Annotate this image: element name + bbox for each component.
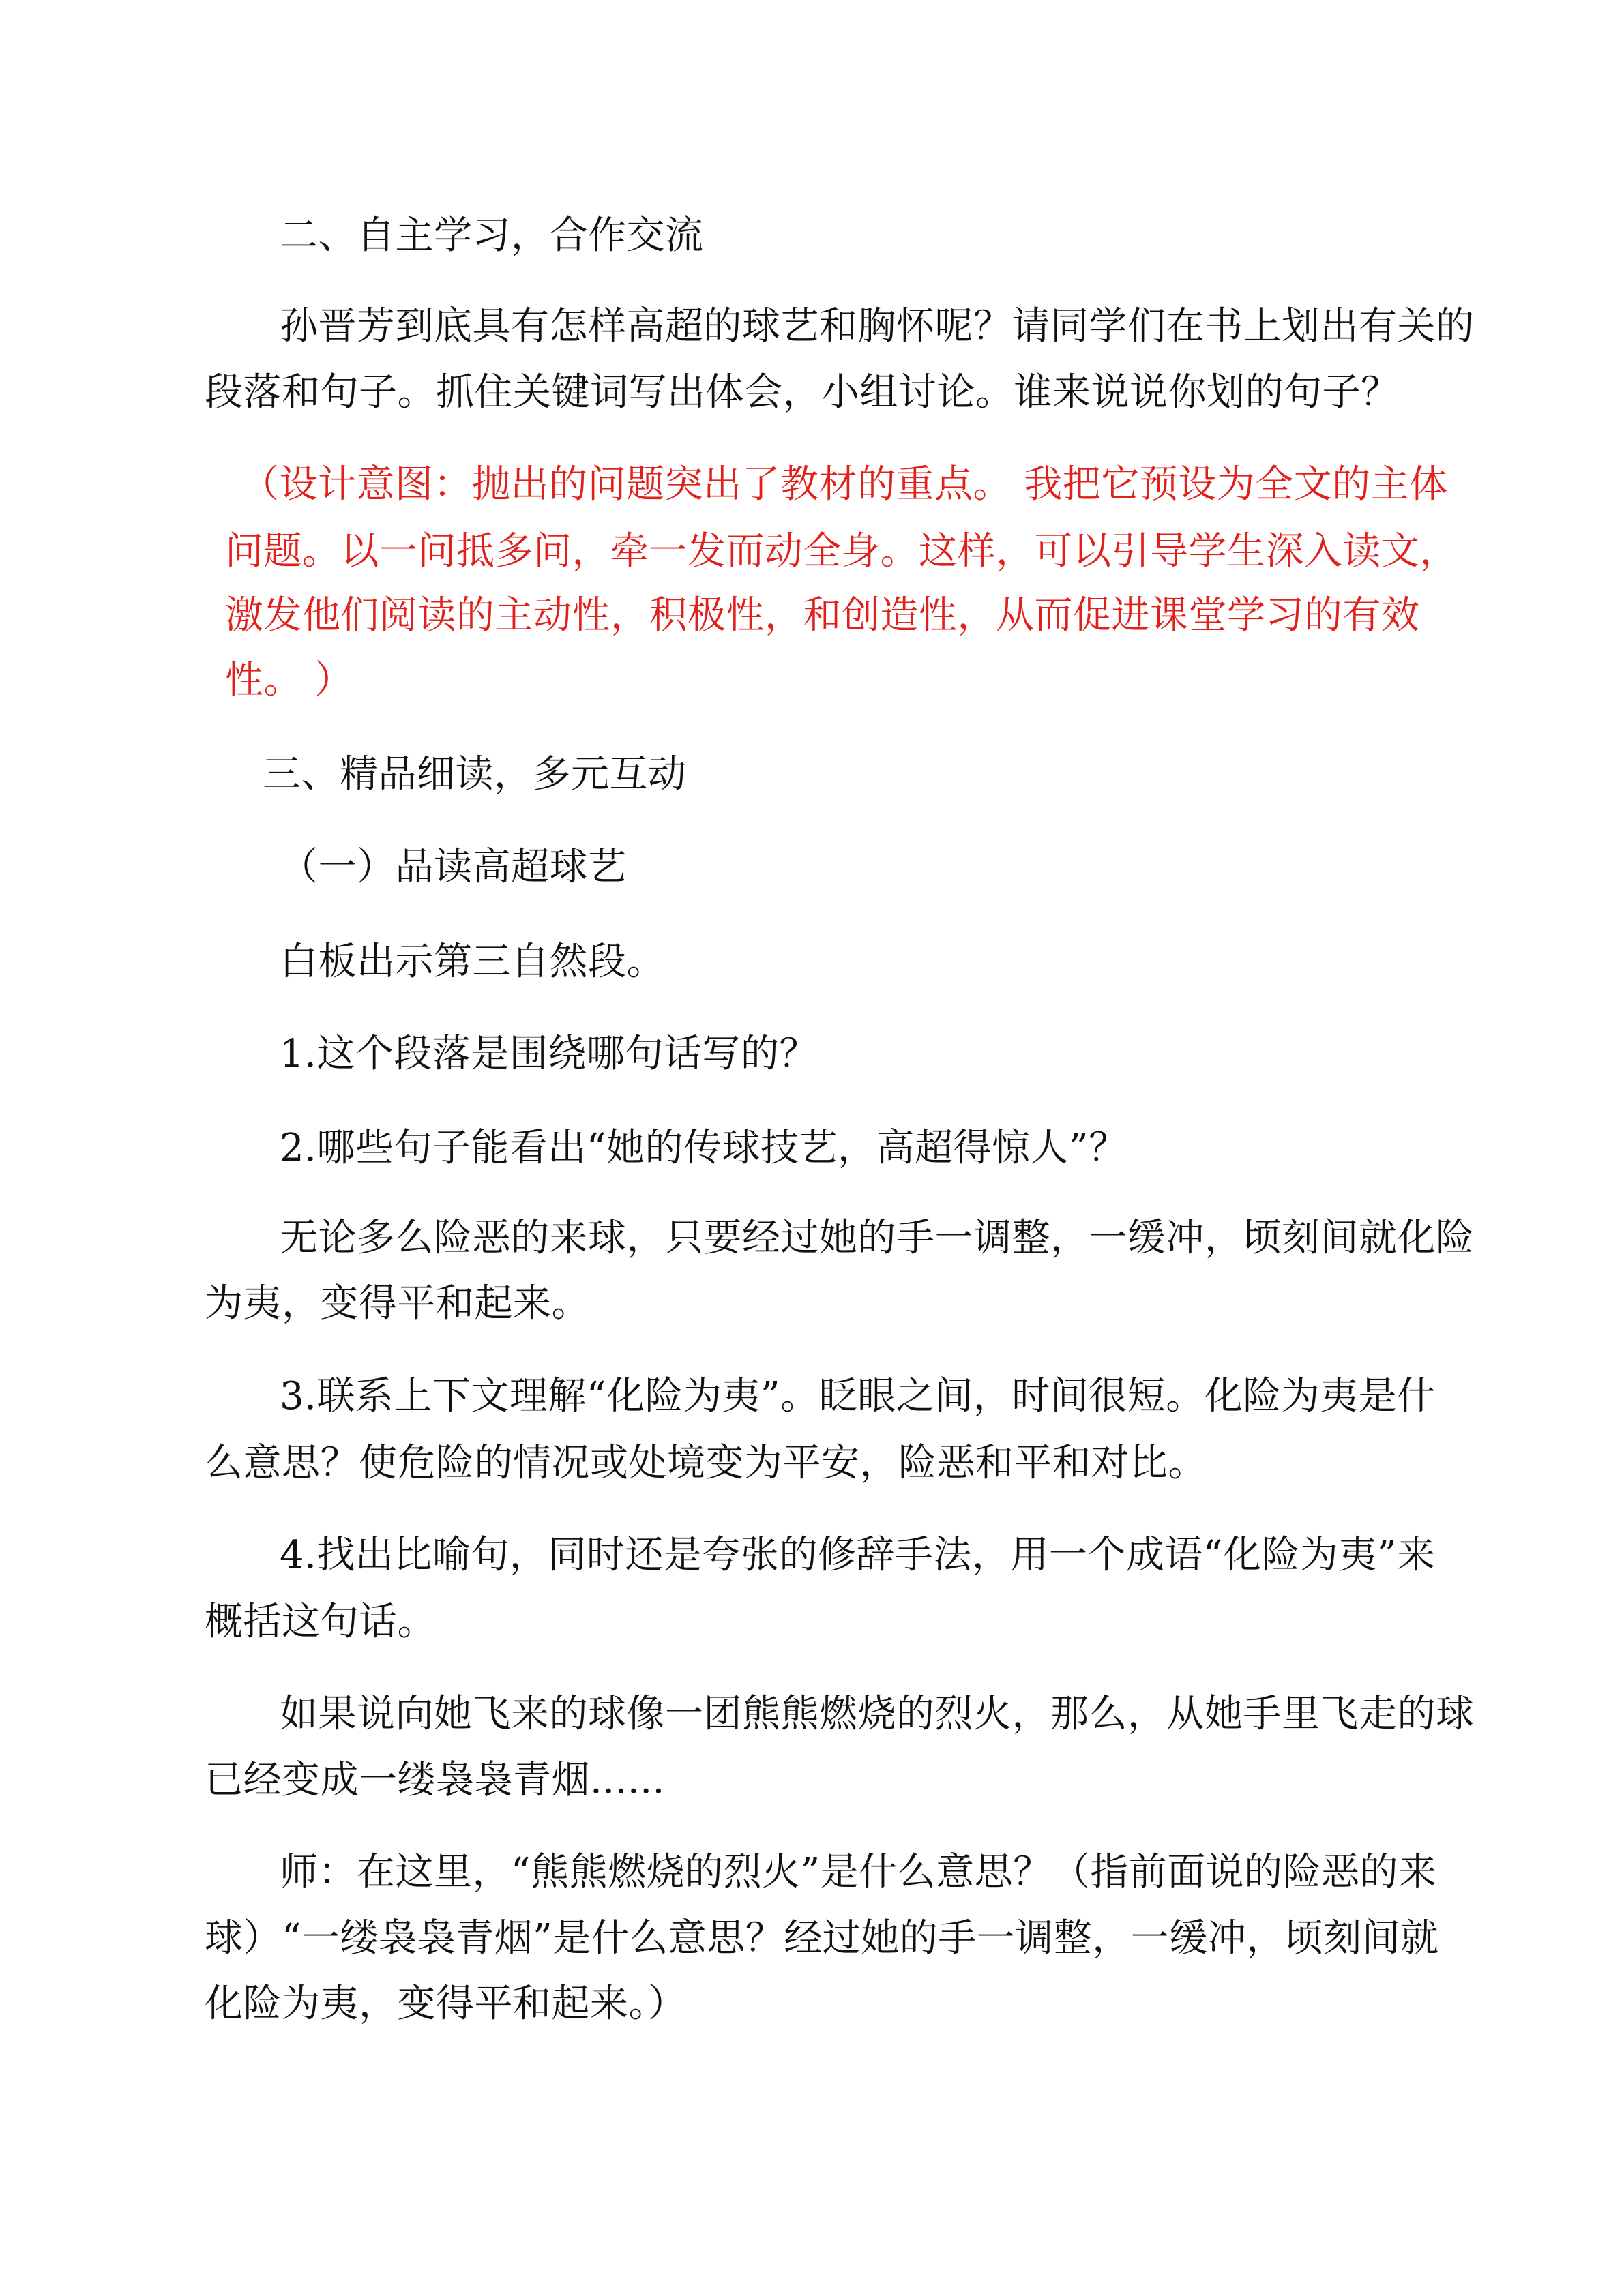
section-2-question-line-2: 段落和句子。抓住关键词写出体会，小组讨论。谁来说说你划的句子？ <box>205 370 1400 415</box>
design-intent-line-4: 性。 ） <box>225 658 353 702</box>
item-1: 1.这个段落是围绕哪句话写的？ <box>280 1032 818 1076</box>
design-intent-line-3: 激发他们阅读的主动性，积极性，和创造性，从而促进课堂学习的有效 <box>225 593 1420 638</box>
teacher-line-3: 化险为夷，变得平和起来。） <box>205 1982 687 2026</box>
section-2-question-line-1: 孙晋芳到底具有怎样高超的球艺和胸怀呢？请同学们在书上划出有关的 <box>280 304 1475 348</box>
section-2-heading: 二、自主学习，合作交流 <box>280 213 704 258</box>
item-4-line-2: 概括这句话。 <box>205 1600 436 1644</box>
item-3-line-1: 3.联系上下文理解“化险为夷”。眨眼之间，时间很短。化险为夷是什 <box>280 1374 1436 1418</box>
design-intent-line-1: （设计意图：抛出的问题突出了教材的重点。 我把它预设为全文的主体 <box>241 462 1448 507</box>
whiteboard-line: 白板出示第三自然段。 <box>280 940 665 984</box>
teacher-line-1: 师：在这里，“熊熊燃烧的烈火”是什么意思？（指前面说的险恶的来 <box>280 1850 1437 1894</box>
item-3-line-2: 么意思？使危险的情况或处境变为平安，险恶和平和对比。 <box>205 1441 1207 1485</box>
subsection-1-heading: （一）品读高超球艺 <box>280 845 627 889</box>
teacher-line-2: 球）“一缕袅袅青烟”是什么意思？经过她的手一调整，一缓冲，顷刻间就 <box>205 1916 1439 1960</box>
quote-1-line-2: 为夷，变得平和起来。 <box>205 1281 590 1326</box>
item-4-line-1: 4.找出比喻句，同时还是夸张的修辞手法，用一个成语“化险为夷”来 <box>280 1533 1436 1577</box>
item-2: 2.哪些句子能看出“她的传球技艺，高超得惊人”？ <box>280 1126 1127 1170</box>
quote-1-line-1: 无论多么险恶的来球，只要经过她的手一调整，一缓冲，顷刻间就化险 <box>280 1216 1475 1260</box>
quote-2-line-1: 如果说向她飞来的球像一团熊熊燃烧的烈火，那么，从她手里飞走的球 <box>280 1692 1475 1736</box>
design-intent-line-2: 问题。以一问抵多问，牵一发而动全身。这样，可以引导学生深入读文， <box>225 529 1458 573</box>
section-3-heading: 三、精品细读，多元互动 <box>263 752 687 796</box>
quote-2-line-2: 已经变成一缕袅袅青烟...... <box>205 1758 665 1802</box>
